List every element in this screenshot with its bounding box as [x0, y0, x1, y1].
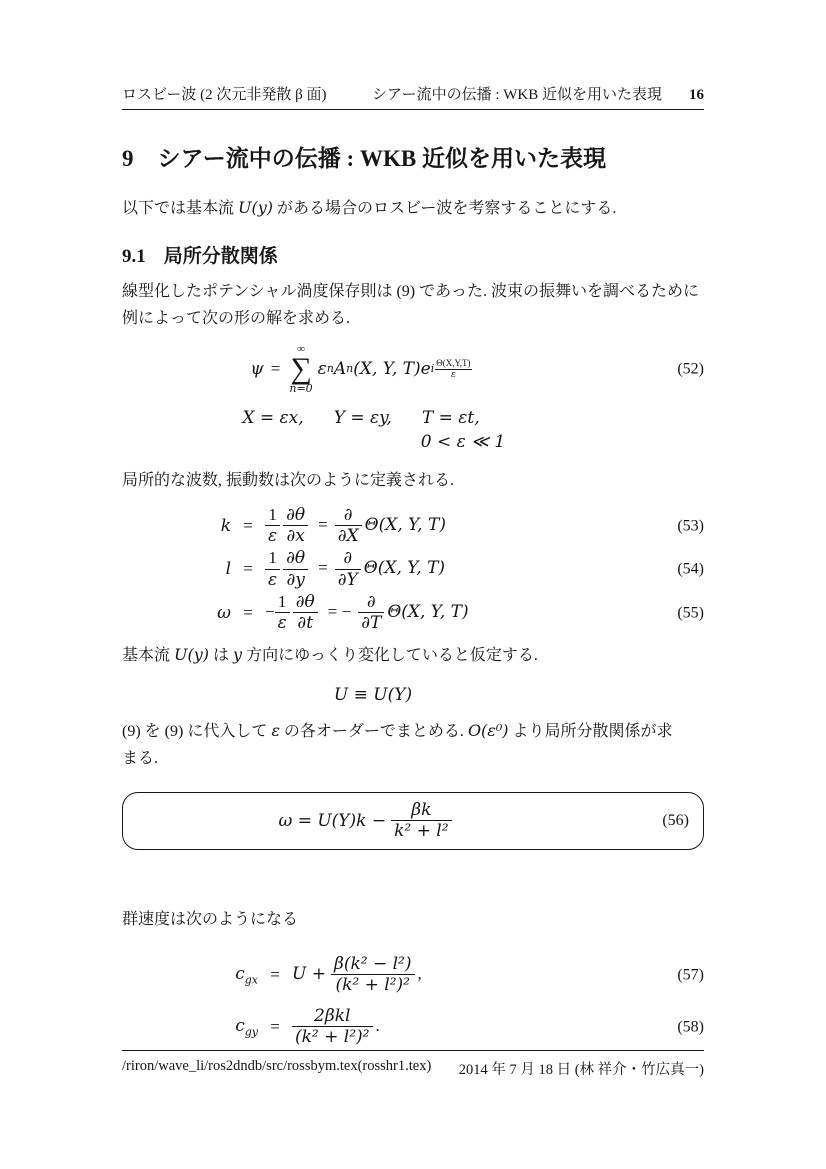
equation-tag: (53): [677, 517, 704, 535]
phase-fraction: [435, 359, 471, 380]
paragraph-wavenumber: 局所的な波数, 振動数は次のように定義される.: [122, 471, 455, 489]
denominator: ∂Y: [337, 569, 358, 590]
equation-tag: (57): [677, 966, 704, 984]
equation-53-rhs: [265, 506, 517, 546]
math-exponent-phase: [431, 359, 472, 380]
equals-sign: =: [270, 1016, 280, 1036]
math-subscript-n: n: [346, 362, 354, 376]
equation-tag: (52): [677, 360, 704, 378]
text-run: は: [209, 646, 234, 664]
math-subscript-gx: gx: [244, 973, 258, 986]
math-c: c: [235, 1015, 245, 1036]
equation-scales-line1: [122, 408, 704, 428]
sigma-icon: ∑: [290, 351, 312, 385]
numerator: ∂: [335, 549, 361, 570]
paragraph-intro: [122, 194, 704, 222]
numerator: 1: [275, 593, 290, 614]
math-amplitude: A: [333, 358, 347, 379]
text-run: (9) を (9) に代入して: [122, 722, 272, 740]
subsection-title: 局所分散関係: [163, 246, 278, 267]
math-arguments: (X, Y, T)e: [353, 358, 431, 379]
text-run: 以下では基本流: [122, 200, 239, 217]
page-number: 16: [689, 87, 704, 103]
page-footer: [122, 1050, 704, 1079]
math-u-identity: U ≡ U(Y): [333, 684, 413, 705]
punctuation: ,: [417, 963, 422, 983]
numerator: 2βkl: [292, 1007, 373, 1028]
source-path: /riron/wave_li/ros2dndb/src/rossbym.tex(rosshr1.tex): [122, 1058, 432, 1074]
equation-52-content: [250, 343, 471, 396]
equation-tag: (55): [677, 604, 704, 622]
fraction: [283, 506, 308, 546]
equals-sign: =: [270, 964, 280, 984]
equation-55-rhs: [265, 593, 517, 633]
subsection-heading: [122, 244, 704, 269]
minus-sign: −: [265, 601, 275, 621]
phase-numerator: Θ(X,Y,T): [436, 357, 471, 368]
equation-53-content: [205, 506, 517, 546]
denominator: ∂t: [297, 613, 314, 634]
denominator: ε: [268, 526, 278, 547]
summation-symbol: [289, 343, 312, 396]
text-run: 方向にゆっくり変化していると仮定する.: [242, 646, 538, 664]
math-i: i: [430, 361, 435, 375]
section-title: シアー流中の伝播 : WKB 近似を用いた表現: [157, 146, 606, 171]
math-x-scale: X = εx,: [242, 408, 304, 428]
fraction: [283, 549, 308, 589]
math-subscript-gy: gy: [244, 1025, 258, 1038]
paragraph-groupvelocity: 群速度は次のようになる: [122, 910, 299, 928]
equation-tag: (56): [662, 811, 689, 829]
math-inline-order: O(ε⁰): [467, 720, 509, 740]
numerator: ∂: [335, 506, 362, 527]
numerator: ∂θ: [293, 593, 318, 614]
math-psi: ψ: [250, 358, 264, 379]
numerator: 1: [265, 549, 280, 570]
equation-55: [122, 593, 704, 633]
math-exponent-n: n: [326, 362, 334, 376]
math-epsilon-range: 0 < ε ≪ 1: [420, 432, 506, 453]
denominator: (k² + l²)²: [295, 1027, 370, 1048]
fraction: [391, 801, 451, 841]
running-head-section: シアー流中の伝播 : WKB 近似を用いた表現: [372, 87, 662, 103]
math-inline-y: y: [233, 644, 243, 664]
numerator: β(k² − l²): [331, 955, 415, 976]
text-run: より局所分散関係が求: [508, 722, 673, 740]
page-header: [122, 86, 704, 110]
equation-group-53-55: [122, 506, 704, 633]
math-u-plus: U +: [292, 963, 326, 984]
paragraph-basicflow: [122, 641, 704, 669]
math-epsilon: ε: [317, 358, 327, 379]
denominator: ε: [268, 569, 278, 590]
text-run: がある場合のロスビー波を考察することにする.: [273, 200, 617, 217]
equation-scales-line2: [122, 432, 704, 452]
text-line: 例によって次の形の解を求める.: [122, 310, 351, 327]
math-t-scale: T = εt,: [421, 408, 480, 428]
fraction: [265, 506, 280, 546]
denominator: ∂T: [361, 613, 382, 634]
fraction: [331, 955, 415, 995]
denominator: k² + l²: [394, 821, 449, 842]
section-number: 9: [122, 146, 134, 171]
fraction: [265, 549, 280, 589]
text-line: 線型化したポテンシャル渦度保存則は (9) であった. 波束の振舞いを調べるために: [122, 283, 699, 300]
denominator: ∂x: [286, 526, 305, 547]
denominator: ε: [277, 613, 287, 634]
equation-52: [122, 338, 704, 400]
math-theta-function: Θ(X, Y, T): [387, 601, 469, 622]
phase-denominator: ε: [450, 369, 456, 380]
equals-sign: =: [318, 558, 328, 578]
denominator: ∂y: [286, 569, 305, 590]
denominator: ∂X: [337, 526, 359, 547]
denominator: (k² + l²)²: [335, 975, 410, 996]
text-run: 基本流: [122, 646, 175, 664]
equation-58-content: [224, 1007, 498, 1047]
equation-53: [122, 506, 704, 546]
equals-sign: =: [243, 515, 253, 535]
math-cgx: [224, 964, 258, 987]
equation-57: [122, 951, 704, 999]
fraction: [292, 1007, 373, 1047]
equation-56-content: [278, 801, 451, 841]
numerator: ∂θ: [283, 506, 308, 527]
math-omega: ω: [217, 602, 231, 623]
equation-group-57-58: [122, 951, 704, 1051]
fraction: [293, 593, 318, 633]
numerator: 1: [265, 506, 280, 527]
scales-content: [242, 408, 479, 428]
math-y-scale: Y = εy,: [333, 408, 392, 428]
subsection-number: 9.1: [122, 246, 146, 267]
math-inline-uy: U(y): [174, 644, 210, 664]
equation-tag: (58): [677, 1018, 704, 1036]
date-authors: 2014 年 7 月 18 日 (林 祥介・竹広真一): [458, 1062, 704, 1078]
fraction: [275, 593, 290, 633]
math-theta-function: Θ(X, Y, T): [363, 558, 446, 579]
equation-u-identity: [122, 683, 704, 707]
numerator: βk: [391, 801, 451, 822]
fraction: [335, 506, 362, 546]
equation-55-content: [205, 593, 517, 633]
equals-sign: =: [270, 358, 281, 378]
math-c: c: [235, 963, 245, 984]
equation-tag: (54): [677, 560, 704, 578]
equation-58-rhs: [292, 1007, 498, 1047]
numerator: ∂: [358, 593, 384, 614]
math-k: k: [220, 515, 231, 536]
equation-58: [122, 1003, 704, 1051]
equals-minus: = −: [327, 601, 352, 621]
math-theta-function: Θ(X, Y, T): [364, 514, 446, 535]
fraction: [358, 593, 384, 633]
equation-54-content: [205, 549, 517, 589]
equals-sign: =: [243, 602, 253, 622]
equals-sign: =: [318, 514, 328, 534]
math-dispersion-lhs: ω = U(Y)k −: [278, 810, 387, 831]
numerator: ∂θ: [283, 549, 308, 570]
equals-sign: =: [243, 559, 253, 579]
math-inline-uy: U(y): [238, 198, 274, 217]
fraction: [335, 549, 361, 589]
text-line: まる.: [122, 749, 159, 767]
math-cgy: [224, 1016, 258, 1039]
sum-upper-limit: ∞: [297, 342, 305, 355]
paragraph-setup: [122, 278, 704, 332]
boxed-equation-56: [122, 792, 704, 850]
sum-lower-limit: n=0: [289, 382, 313, 396]
text-run: の各オーダーでまとめる.: [279, 722, 468, 740]
section-heading: [122, 144, 704, 174]
equation-57-content: [224, 955, 498, 995]
punctuation: .: [375, 1015, 380, 1035]
paragraph-substitution: [122, 717, 704, 772]
math-inline-epsilon: ε: [271, 720, 280, 740]
equation-54-rhs: [265, 549, 517, 589]
equation-54: [122, 549, 704, 589]
math-l: l: [225, 559, 231, 580]
running-head-chapter: ロスビー波 (2 次元非発散 β 面): [122, 87, 327, 103]
equation-57-rhs: [292, 955, 498, 995]
